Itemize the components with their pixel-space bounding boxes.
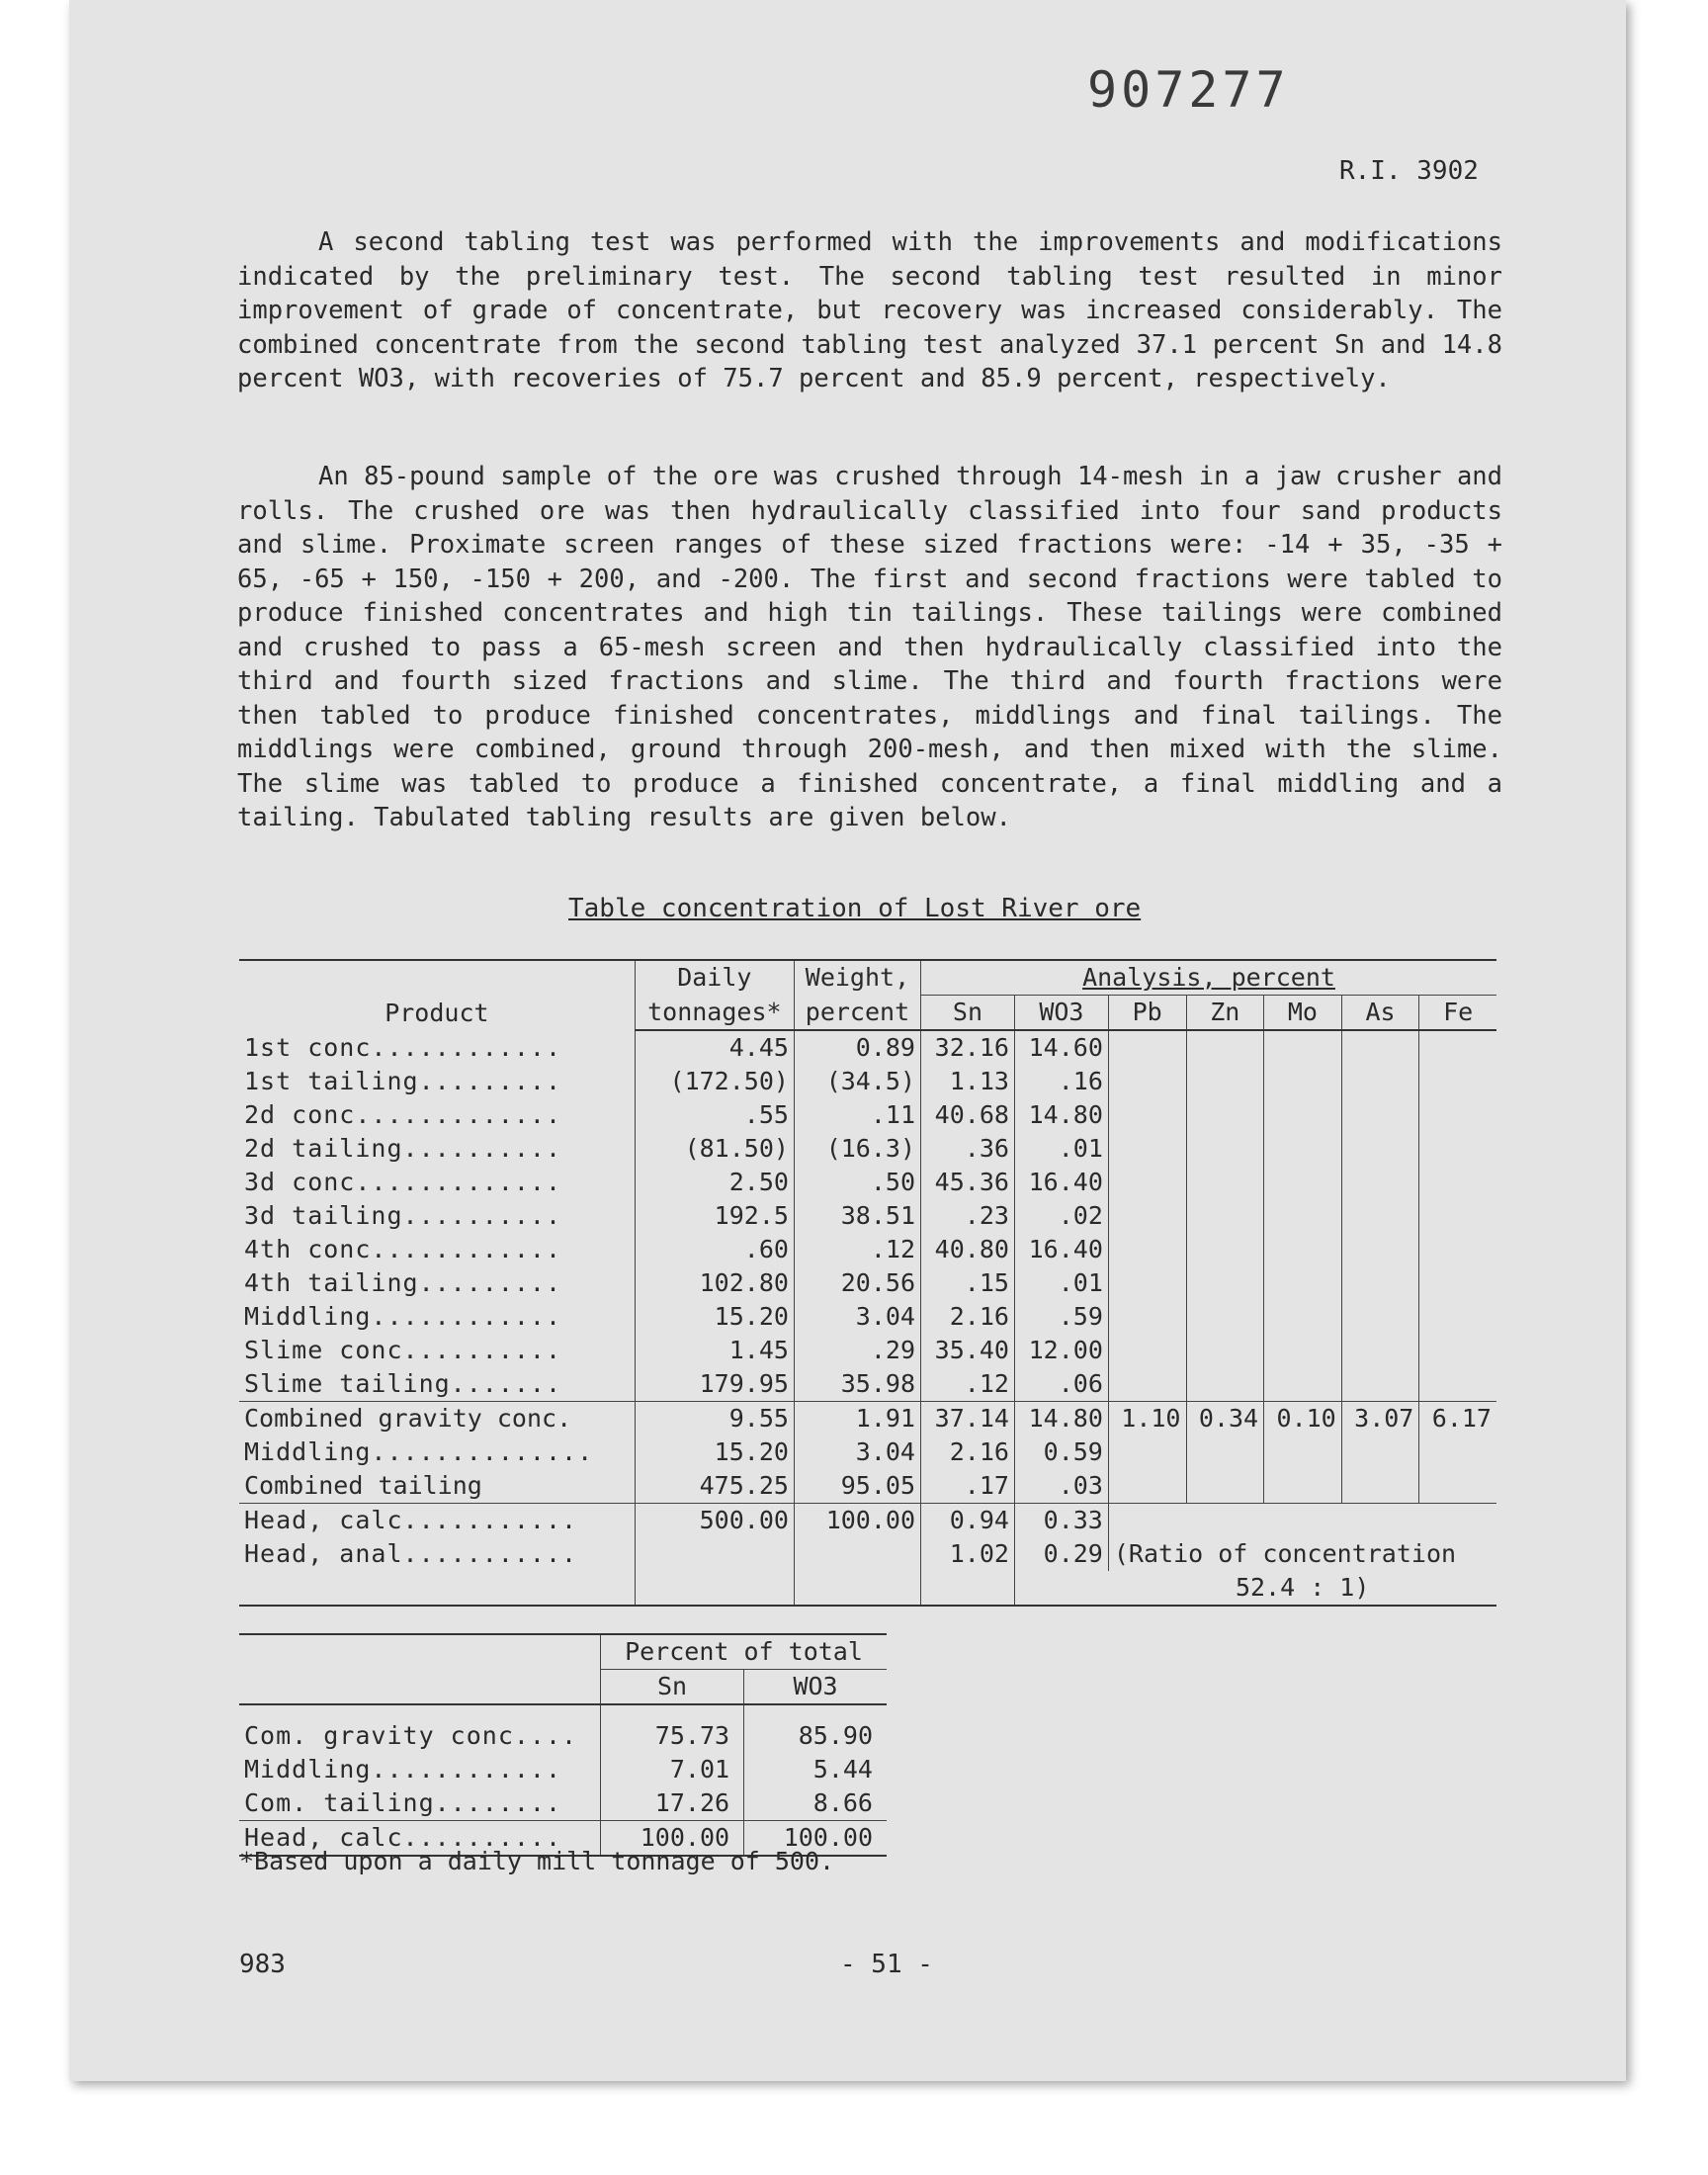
table-row: 1st tailing......... (172.50) (34.5) 1.13 .16 <box>239 1065 1496 1098</box>
ratio-value: 52.4 : 1) <box>1235 1573 1370 1602</box>
table-row: Middling............ 15.20 3.04 2.16 .59 <box>239 1300 1496 1334</box>
ratio-note: (Ratio of concentration <box>1108 1537 1496 1571</box>
footnote: *Based upon a daily mill tonnage of 500. <box>239 1847 835 1875</box>
table-title: Table concentration of Lost River ore <box>568 894 1142 923</box>
concentration-table <box>239 959 1496 1607</box>
table-row: Com. tailing........ 17.26 8.66 <box>239 1786 887 1821</box>
table-row: Slime conc.......... 1.45 .29 35.40 12.00 <box>239 1334 1496 1367</box>
table-row: Com. gravity conc.... 75.73 85.90 <box>239 1719 887 1753</box>
header-product: Product <box>384 999 489 1027</box>
header-analysis: Analysis, percent <box>921 960 1497 996</box>
table-row-head-calc: Head, calc.......... 100.00 100.00 <box>239 1821 887 1857</box>
table-row: 2d tailing.......... (81.50) (16.3) .36 .01 <box>239 1132 1496 1166</box>
header-daily: Daily <box>635 960 794 996</box>
header-sn: Sn <box>921 996 1015 1031</box>
report-id: R.I. 3902 <box>1339 156 1479 186</box>
header-zn: Zn <box>1186 996 1264 1031</box>
footer-code: 983 <box>239 1950 286 1979</box>
document-number: 907277 <box>1087 61 1290 119</box>
header-percent: percent <box>794 996 920 1031</box>
table-row: 3d conc............. 2.50 .50 45.36 16.40 <box>239 1166 1496 1199</box>
header-fe: Fe <box>1419 996 1496 1031</box>
table-row-combined-tailing: Combined tailing 475.25 95.05 .17 .03 <box>239 1469 1496 1504</box>
table-row: Middling............ 7.01 5.44 <box>239 1753 887 1786</box>
header-percent-of-total: Percent of total <box>601 1634 888 1670</box>
table-row-head-calc: Head, calc........... 500.00 100.00 0.94 0.33 <box>239 1504 1496 1538</box>
header-wo3: WO3 <box>1014 996 1108 1031</box>
table-row: Slime tailing....... 179.95 35.98 .12 .06 <box>239 1367 1496 1402</box>
header-tonnages: tonnages* <box>635 996 794 1031</box>
table-row-combined-gravity: Combined gravity conc. 9.55 1.91 37.14 14.80 1.10 0.34 0.10 3.07 6.17 <box>239 1402 1496 1436</box>
header-mo: Mo <box>1264 996 1342 1031</box>
paragraph-1: A second tabling test was performed with the improvements and modifications indicated by the preliminary test. The second tabling test resulted in minor improvement of grade of concentrate, but recovery was increased considerably. The combined concentrate from the second tabling test analyzed 37.1 percent Sn and 14.8 percent WO3, with recoveries of 75.7 percent and 85.9 percent, respectively. <box>237 227 1502 393</box>
header-pb: Pb <box>1108 996 1186 1031</box>
header-sn: Sn <box>601 1670 744 1705</box>
table-row-middling: Middling.............. 15.20 3.04 2.16 0.59 <box>239 1436 1496 1469</box>
header-wo3: WO3 <box>744 1670 887 1705</box>
table-row: 3d tailing.......... 192.5 38.51 .23 .02 <box>239 1199 1496 1233</box>
table-row: 4th tailing......... 102.80 20.56 .15 .01 <box>239 1266 1496 1300</box>
page-number: - 51 - <box>840 1950 933 1979</box>
table-row: 4th conc............ .60 .12 40.80 16.40 <box>239 1233 1496 1266</box>
table-row-head-anal: Head, anal........... 1.02 0.29 (Ratio of concentration <box>239 1537 1496 1571</box>
header-weight: Weight, <box>794 960 920 996</box>
table-row-ratio <box>239 1571 1496 1606</box>
paragraph-2: An 85-pound sample of the ore was crushed through 14-mesh in a jaw crusher and rolls. The crushed ore was then hydraulically classified into four sand products and slime. Proximate screen ranges of these sized fractions were: -14 + 35, -35 + 65, -65 + 150, -150 + 200, and -200. The first and second fractions were tabled to produce finished concentrates and high tin tailings. These tailings were combined and crushed to pass a 65-mesh screen and then hydraulically classified into the third and fourth sized fractions and slime. The third and fourth fractions were then tabled to produce finished concentrates, middlings and final tailings. The middlings were combined, ground through 200-mesh, and then mixed with the slime. The slime was tabled to produce a finished concentrate, a final middling and a tailing. Tabulated tabling results are given below. <box>237 462 1502 832</box>
header-as: As <box>1341 996 1419 1031</box>
table-row: 2d conc............. .55 .11 40.68 14.80 <box>239 1098 1496 1132</box>
table-row: 1st conc............ 4.45 0.89 32.16 14.60 <box>239 1030 1496 1065</box>
recovery-table <box>239 1633 887 1857</box>
